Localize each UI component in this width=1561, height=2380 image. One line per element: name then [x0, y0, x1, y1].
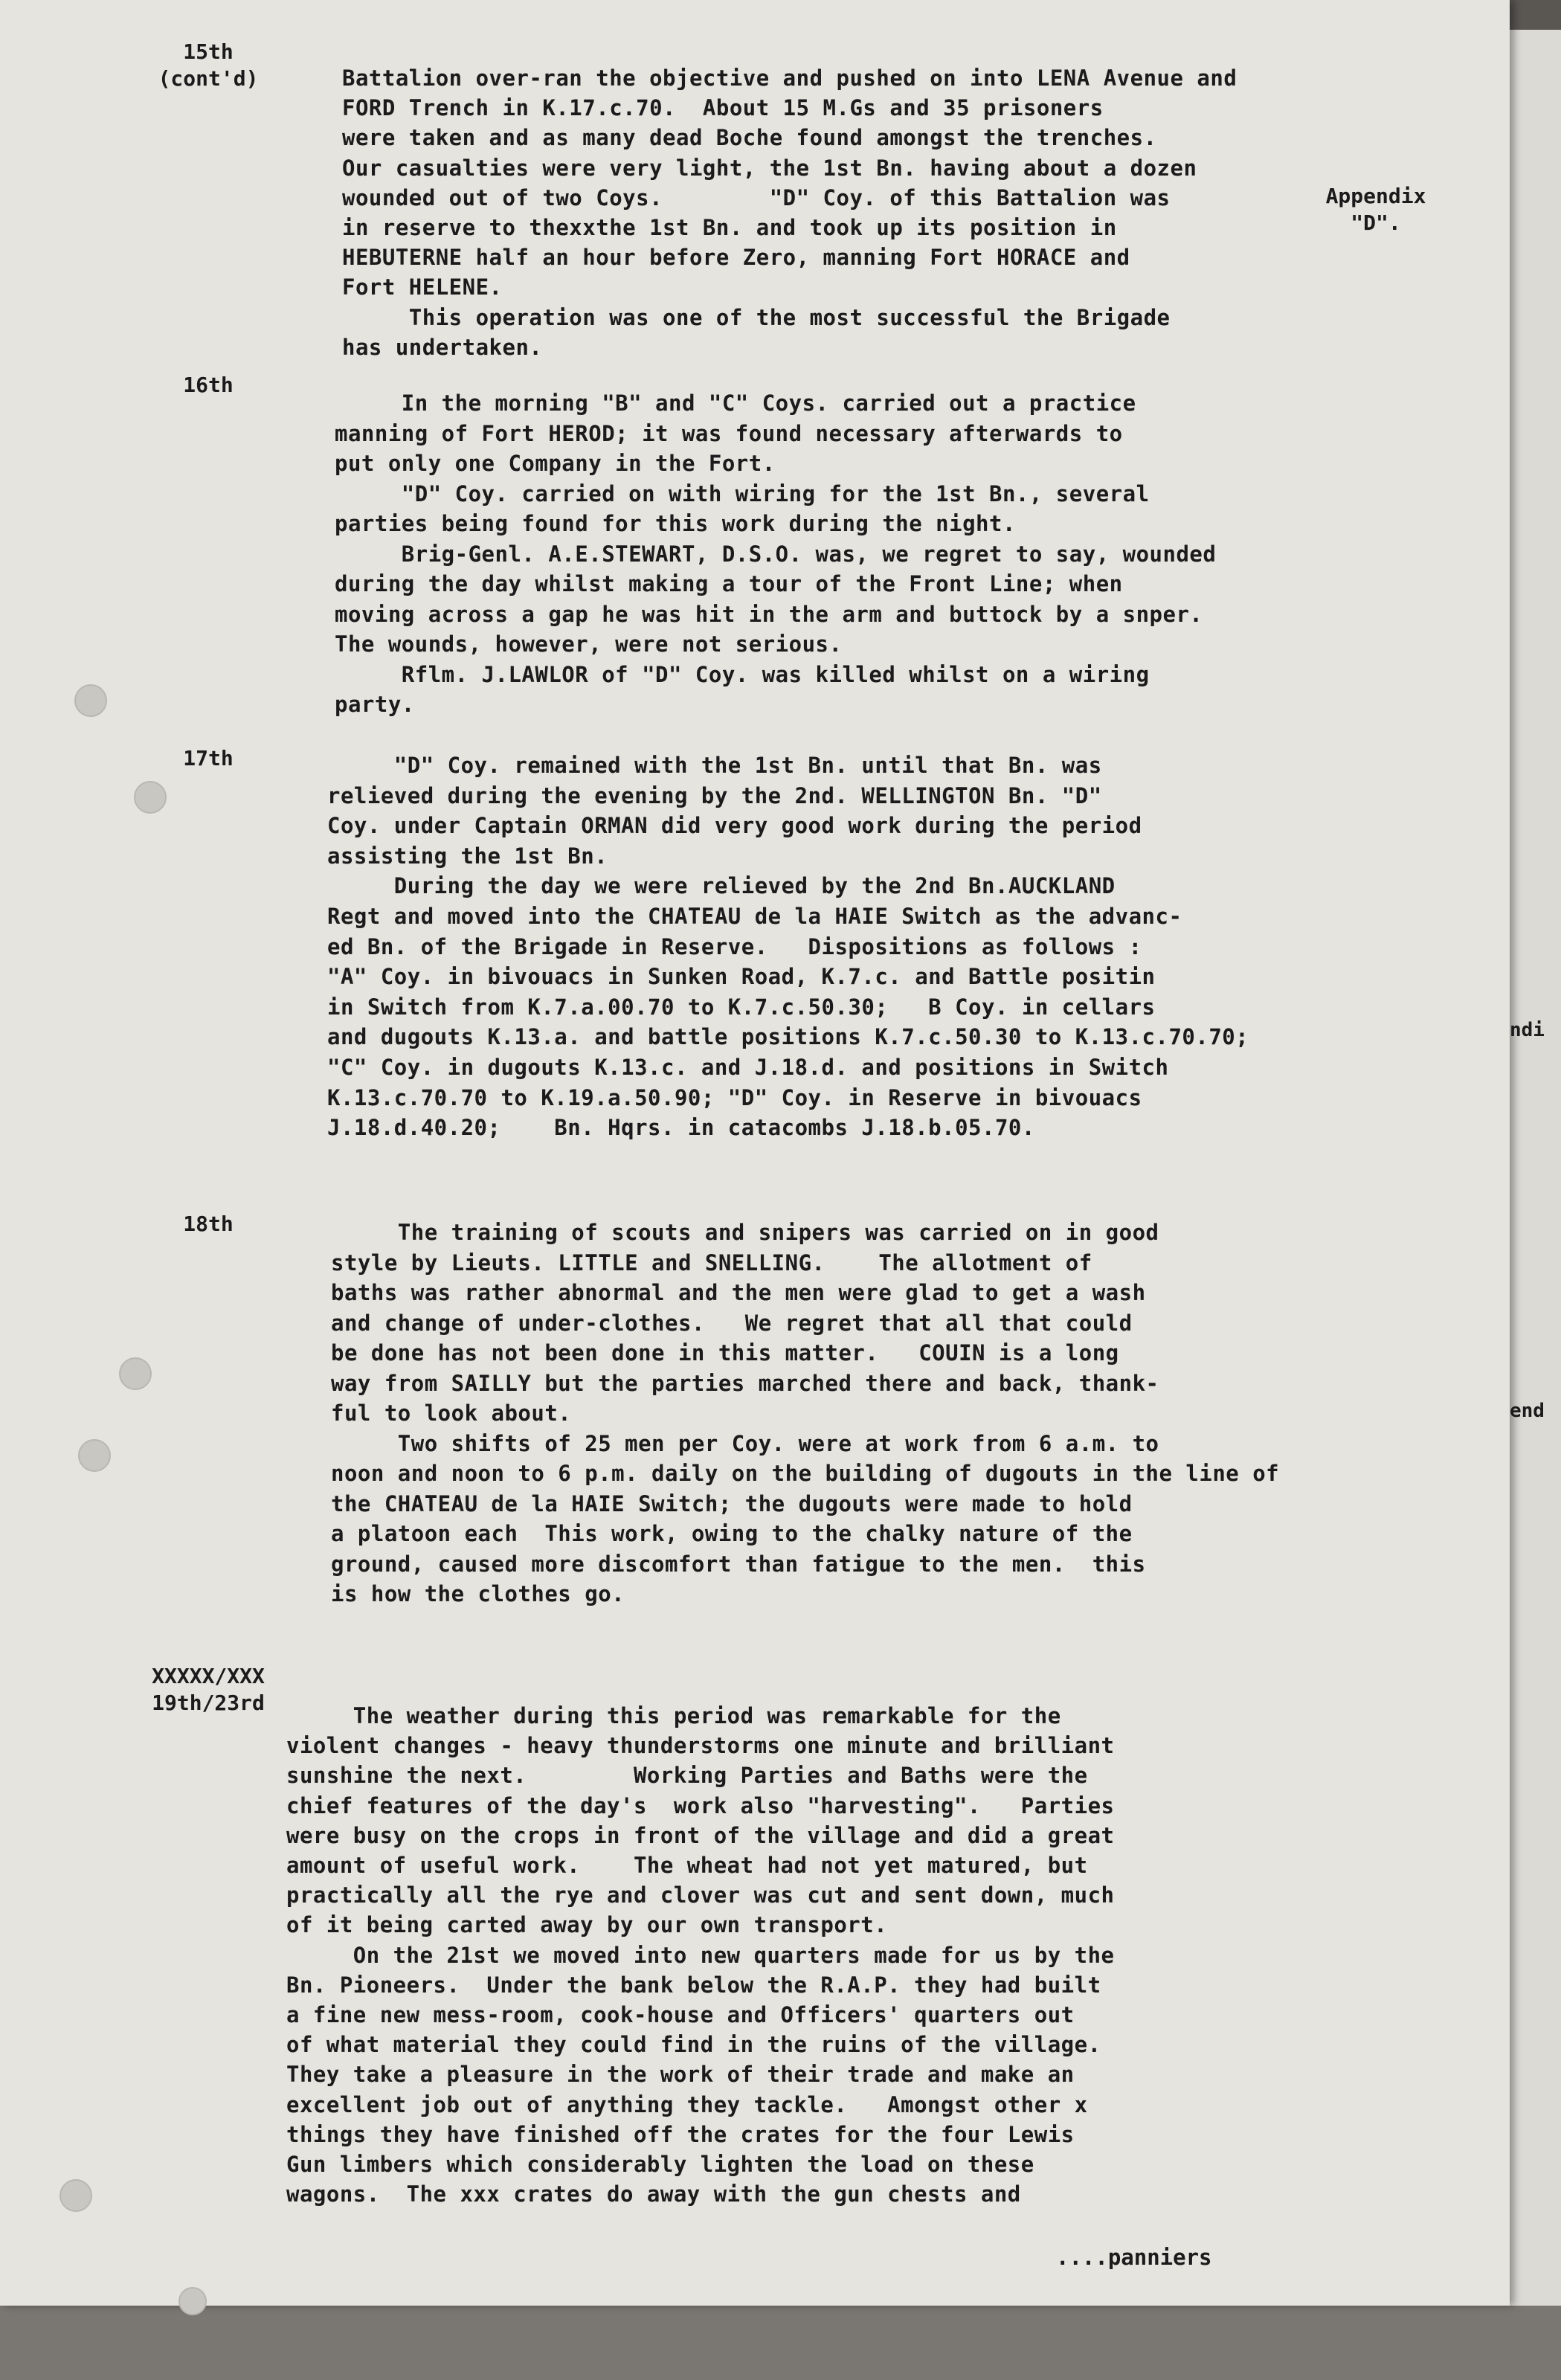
edge-fragment: ndi — [1510, 1019, 1545, 1041]
text-line: K.13.c.70.70 to K.19.a.50.90; "D" Coy. in Reserve in bivouacs — [327, 1084, 1142, 1110]
punch-hole — [74, 684, 107, 717]
text-line: On the 21st we moved into new quarters made for us by the — [286, 1942, 1115, 1968]
text-line: Coy. under Captain ORMAN did very good work during the period — [327, 813, 1142, 839]
text-line: in Switch from K.7.a.00.70 to K.7.c.50.30; B Coy. in cellars — [327, 994, 1156, 1020]
entry-date: 15th (cont'd) — [158, 39, 259, 91]
text-line: is how the clothes go. — [331, 1581, 625, 1606]
text-line: Regt and moved into the CHATEAU de la HAIE Switch as the advanc- — [327, 904, 1182, 929]
text-line: "C" Coy. in dugouts K.13.c. and J.18.d. and positions in Switch — [327, 1055, 1169, 1080]
edge-fragment: end — [1510, 1400, 1545, 1422]
text-line: of it being carted away by our own transport. — [286, 1912, 888, 1938]
text-line: a fine new mess-room, cook-house and Officers' quarters out — [286, 2002, 1075, 2027]
entry-date: XXXXX/XXX 19th/23rd — [152, 1664, 265, 1715]
text-line: practically all the rye and clover was cut and sent down, much — [286, 1882, 1115, 1908]
text-line: Fort HELENE. — [342, 274, 503, 300]
text-line: and change of under-clothes. We regret that all that could — [331, 1310, 1133, 1336]
text-line: way from SAILLY but the parties marched there and back, thank- — [331, 1370, 1159, 1396]
text-line: party. — [335, 692, 415, 717]
text-line: assisting the 1st Bn. — [327, 843, 608, 869]
text-line: Our casualties were very light, the 1st Bn. having about a dozen — [342, 155, 1197, 181]
text-line: The training of scouts and snipers was carried on in good — [331, 1220, 1159, 1245]
text-line: "A" Coy. in bivouacs in Sunken Road, K.7.c. and Battle positin — [327, 964, 1156, 990]
text-line: be done has not been done in this matter. COUIN is a long — [331, 1340, 1119, 1366]
punch-hole — [119, 1357, 152, 1390]
text-line: Brig-Genl. A.E.STEWART, D.S.O. was, we regret to say, wounded — [335, 541, 1217, 567]
text-line: relieved during the evening by the 2nd. WELLINGTON Bn. "D" — [327, 782, 1102, 808]
text-line: and dugouts K.13.a. and battle positions K.7.c.50.30 to K.13.c.70.70; — [327, 1024, 1249, 1050]
text-line: chief features of the day's work also "harvesting". Parties — [286, 1792, 1115, 1818]
entry-date: 16th — [183, 373, 234, 397]
text-line: ground, caused more discomfort than fatigue to the men. this — [331, 1551, 1146, 1577]
text-line: Gun limbers which considerably lighten the load on these — [286, 2152, 1034, 2177]
entry-date: 17th — [183, 746, 234, 771]
text-line: "D" Coy. remained with the 1st Bn. until that Bn. was — [327, 753, 1102, 778]
text-line: things they have finished off the crates for the four Lewis — [286, 2121, 1075, 2147]
text-line: amount of useful work. The wheat had not yet matured, but — [286, 1853, 1088, 1878]
text-line: of what material they could find in the ruins of the village. — [286, 2032, 1101, 2058]
text-line: style by Lieuts. LITTLE and SNELLING. The allotment of — [331, 1250, 1092, 1276]
text-line: wounded out of two Coys. "D" Coy. of this Battalion was — [342, 184, 1171, 210]
text-line: excellent job out of anything they tackle. Amongst other x — [286, 2091, 1088, 2117]
text-line: Bn. Pioneers. Under the bank below the R.A.P. they had built — [286, 1972, 1101, 1998]
text-line: In the morning "B" and "C" Coys. carried out a practice — [335, 390, 1136, 416]
entry-date: 18th — [183, 1212, 234, 1236]
text-line: FORD Trench in K.17.c.70. About 15 M.Gs and 35 prisoners — [342, 95, 1104, 121]
text-line: The weather during this period was remarkable for the — [286, 1703, 1061, 1728]
text-line: put only one Company in the Fort. — [335, 451, 776, 476]
text-line: J.18.d.40.20; Bn. Hqrs. in catacombs J.18.b.05.70. — [327, 1115, 1035, 1141]
text-line: ful to look about. — [331, 1400, 572, 1426]
text-line: a platoon each This work, owing to the chalky nature of the — [331, 1521, 1133, 1546]
text-line: moving across a gap he was hit in the arm and buttock by a snper. — [335, 601, 1203, 627]
text-line: wagons. The xxx crates do away with the gun chests and — [286, 2181, 1021, 2207]
text-line: They take a pleasure in the work of their trade and make an — [286, 2062, 1075, 2088]
text-line: Rflm. J.LAWLOR of "D" Coy. was killed whilst on a wiring — [335, 661, 1150, 687]
punch-hole — [59, 2179, 92, 2212]
background-surface — [0, 2306, 1561, 2380]
text-line: ed Bn. of the Brigade in Reserve. Dispositions as follows : — [327, 933, 1142, 959]
punch-hole — [134, 781, 167, 814]
text-line: were busy on the crops in front of the village and did a great — [286, 1822, 1115, 1848]
text-line: Two shifts of 25 men per Coy. were at work from 6 a.m. to — [331, 1430, 1159, 1456]
text-line: violent changes - heavy thunderstorms one minute and brilliant — [286, 1733, 1115, 1759]
text-line: noon and noon to 6 p.m. daily on the building of dugouts in the line of — [331, 1461, 1280, 1486]
text-line: "D" Coy. carried on with wiring for the 1st Bn., several — [335, 480, 1150, 506]
text-line: the CHATEAU de la HAIE Switch; the dugouts were made to hold — [331, 1490, 1133, 1517]
text-line: during the day whilst making a tour of the Front Line; when — [335, 571, 1123, 596]
text-line: sunshine the next. Working Parties and Baths were the — [286, 1763, 1088, 1789]
text-line: manning of Fort HEROD; it was found necessary afterwards to — [335, 420, 1123, 446]
text-line: The wounds, however, were not serious. — [335, 631, 843, 657]
text-line: has undertaken. — [342, 334, 543, 360]
text-line: baths was rather abnormal and the men were glad to get a wash — [331, 1280, 1146, 1305]
text-line: parties being found for this work during the night. — [335, 511, 1016, 536]
text-line: were taken and as many dead Boche found amongst the trenches. — [342, 125, 1157, 151]
punch-hole — [178, 2287, 207, 2315]
text-line: This operation was one of the most successful the Brigade — [342, 304, 1171, 330]
text-line: Battalion over-ran the objective and pushed on into LENA Avenue and — [342, 65, 1237, 91]
text-line: HEBUTERNE half an hour before Zero, manning Fort HORACE and — [342, 245, 1130, 271]
punch-hole — [78, 1439, 111, 1472]
text-line: During the day we were relieved by the 2nd Bn.AUCKLAND — [327, 873, 1116, 899]
appendix-note: Appendix "D". — [1325, 184, 1426, 235]
text-line: in reserve to thexxthe 1st Bn. and took up its position in — [342, 215, 1117, 240]
continuation-footer: ....panniers — [1056, 2245, 1212, 2270]
